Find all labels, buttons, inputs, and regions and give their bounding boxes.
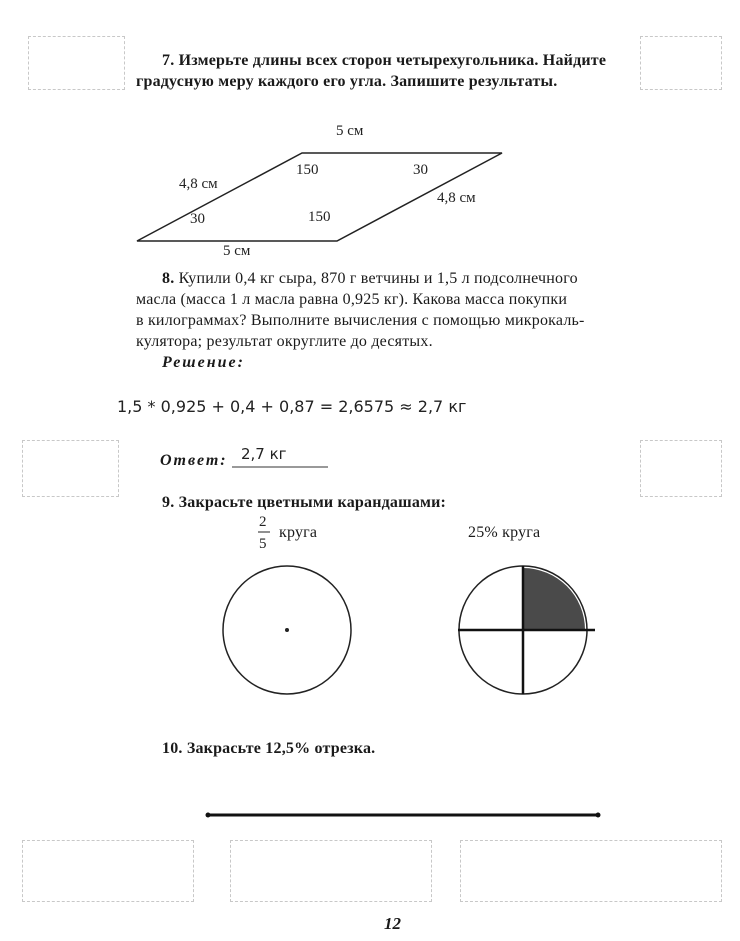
solution-label: Решение: [162,354,245,371]
fraction-numerator: 2 [259,514,267,530]
task7-line2: градусную меру каждого его угла. Запишите результаты. [136,73,558,90]
side-bottom-label: 5 см [223,243,251,259]
solution-calculation: 1,5 * 0,925 + 0,4 + 0,87 = 2,6575 ≈ 2,7 кг [117,397,467,416]
answer-label: Ответ: [160,452,228,469]
task7-line1: Измерьте длины всех сторон четырехугольника. Найдите [178,52,607,69]
right-circle-label: 25% круга [468,524,541,541]
task9-text [162,492,446,513]
angle-top-left: 150 [296,162,319,178]
angle-bottom-right: 150 [308,209,331,225]
angle-top-right: 30 [413,162,428,178]
angle-bottom-left: 30 [190,211,205,227]
task8-text [162,268,702,289]
task8-line2: масла (масса 1 л масла равна 0,925 кг). Какова масса покупки [136,291,568,308]
task8-line1: Купили 0,4 кг сыра, 870 г ветчины и 1,5 л подсолнечного [178,270,578,287]
task8-line3: в килограммах? Выполните вычисления с помощью микрокаль- [136,312,585,329]
fraction-denominator: 5 [259,536,267,552]
task10-number: 10. [162,740,183,757]
side-top-label: 5 см [336,123,364,139]
answer-value: 2,7 кг [241,445,287,463]
circle-center-dot [285,628,289,632]
task10-text [162,738,375,759]
shaded-quarter-sector [523,568,585,630]
side-right-label: 4,8 см [437,190,476,206]
segment-endpoint-right [596,813,601,818]
task10-instruction: Закрасьте 12,5% отрезка. [186,740,376,757]
task8-number: 8. [162,270,175,287]
task9-number: 9. [162,494,175,511]
segment-endpoint-left [206,813,211,818]
task8-line4: кулятора; результат округлите до десятых. [136,333,433,350]
page-number: 12 [384,914,401,933]
task9-instruction: Закрасьте цветными карандашами: [178,494,447,511]
task7-number: 7. [162,52,175,69]
side-left-label: 4,8 см [179,176,218,192]
left-circle-label: круга [279,524,318,541]
